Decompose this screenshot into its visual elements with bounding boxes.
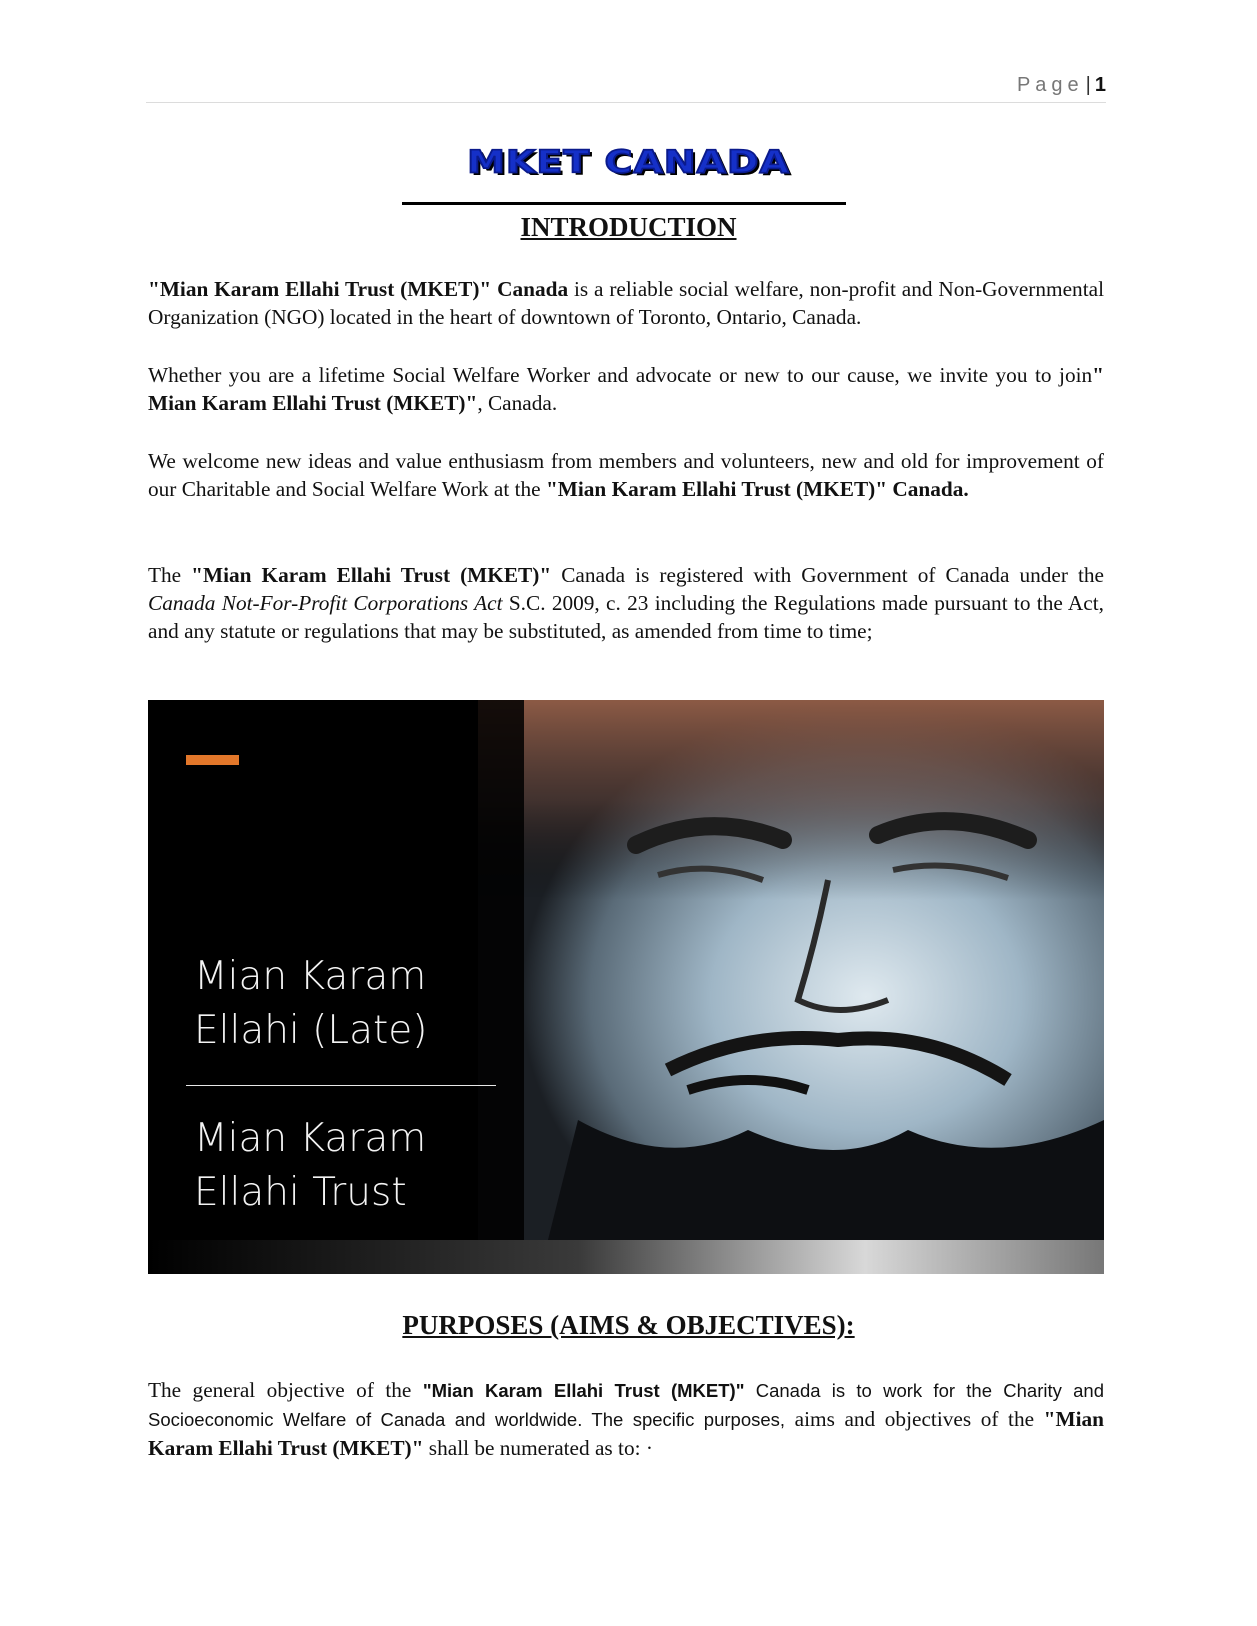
- p5-text-b: aims and objectives of the: [785, 1407, 1044, 1431]
- p4-text-c: S.C. 2009, c. 23 including the Regulations made pursuant to the Act, and any statute or regulations that may be substituted, as amended from time to time;: [148, 591, 1104, 643]
- introduction-heading: INTRODUCTION: [520, 212, 737, 242]
- p1-text: is a reliable social welfare, non-profit and Non-Governmental Organization (NGO) located in the heart of downtown of Toronto, Ontario, Canada.: [148, 277, 1104, 329]
- purposes-heading: PURPOSES (AIMS & OBJECTIVES):: [402, 1310, 855, 1340]
- accent-bar: [186, 755, 239, 765]
- p5-sans-bold: "Mian Karam Ellahi Trust (MKET)": [422, 1380, 745, 1401]
- portrait-caption-name: Mian Karam Ellahi (Late): [194, 954, 428, 1053]
- logo-underline: [402, 202, 846, 205]
- p4-italic-act: Canada Not-For-Profit Corporations Act: [148, 591, 503, 615]
- page-separator: |: [1085, 74, 1091, 96]
- intro-paragraph-1: [148, 275, 1104, 331]
- intro-paragraph-3: [148, 447, 1104, 503]
- mket-canada-logo: MKET CANADA: [467, 143, 790, 181]
- p1-bold: "Mian Karam Ellahi Trust (MKET)" Canada: [148, 277, 569, 301]
- page-header: [146, 72, 1106, 103]
- p4-text-a: The: [148, 563, 192, 587]
- p5-text-c: shall be numerated as to: ·: [423, 1436, 653, 1460]
- caption-divider: [186, 1085, 496, 1086]
- p5-bold-b: "Mian Karam Ellahi Trust (MKET)": [148, 1407, 1104, 1460]
- portrait-caption-trust: Mian Karam Ellahi Trust: [194, 1116, 427, 1215]
- page-number-value: 1: [1094, 74, 1106, 96]
- intro-paragraph-2: [148, 361, 1104, 417]
- purposes-paragraph: [148, 1376, 1104, 1462]
- page-number: [1017, 74, 1106, 97]
- p4-text-b: Canada is registered with Government of Canada under the: [551, 563, 1104, 587]
- p3-bold: "Mian Karam Ellahi Trust (MKET)" Canada.: [545, 477, 969, 501]
- p2-text-b: , Canada.: [477, 391, 558, 415]
- p3-text-a: We welcome new ideas and value enthusiasm from members and volunteers, new and old for improvement of our Charitable and Social Welfare Work at the: [148, 449, 1104, 501]
- portrait-slide-image: [148, 700, 1104, 1274]
- p5-text-a: The general objective of the: [148, 1378, 423, 1402]
- p2-bold: " Mian Karam Ellahi Trust (MKET)": [148, 363, 1104, 415]
- intro-paragraph-4: [148, 561, 1104, 645]
- p4-bold: "Mian Karam Ellahi Trust (MKET)": [191, 563, 552, 587]
- page-label: Page: [1016, 74, 1084, 96]
- p5-sans-text: Canada is to work for the Charity and Socioeconomic Welfare of Canada and worldwide. The specific purposes,: [148, 1380, 1104, 1430]
- p2-text-a: Whether you are a lifetime Social Welfare Worker and advocate or new to our cause, we invite you to join: [148, 363, 1093, 387]
